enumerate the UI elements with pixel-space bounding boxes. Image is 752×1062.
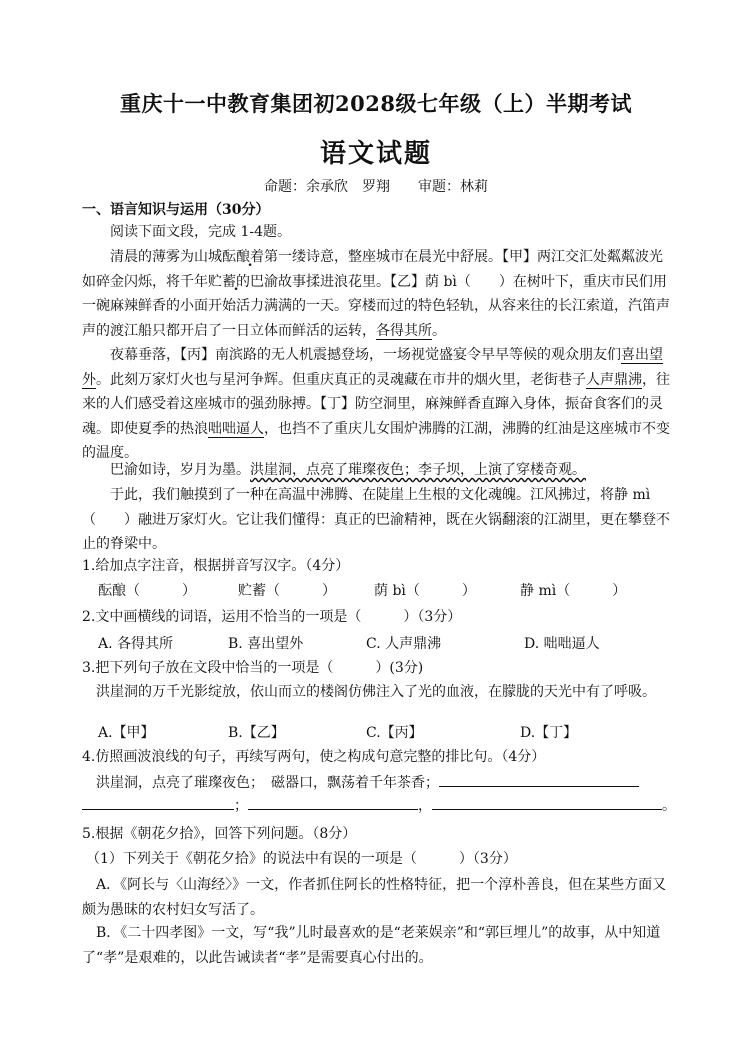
dotted-word: 贮蓄 (208, 273, 236, 290)
q2-option-d: D. 咄咄逼人 (524, 636, 600, 652)
exam-title: 重庆十一中教育集团初2028级七年级（上）半期考试 (120, 91, 632, 116)
passage-paragraph-3: 巴渝如诗，岁月为墨。洪崖洞，点亮了璀璨夜色；李子坝，上演了穿楼奇观。 (110, 462, 586, 478)
exam-authors: 命题：余承欣 罗翔 审题：林莉 (264, 179, 488, 195)
dotted-word: 酝酿 (222, 249, 250, 265)
q3-sentence: 洪崖洞的万千光影绽放，依山而立的楼阁仿佛注入了光的血液，在朦胧的天光中有了呼吸。 (96, 684, 656, 700)
q3-option-d: D.【丁】 (520, 725, 578, 741)
exam-subtitle: 语文试题 (319, 139, 432, 169)
wavy-underlined-sentence: 洪崖洞，点亮了璀璨夜色；李子坝，上演了穿楼奇观。 (250, 462, 586, 478)
q3-option-a: A.【甲】 (98, 725, 155, 741)
question-3-stem: 3.把下列句子放在文段中恰当的一项是（ ）(3分) (82, 660, 424, 676)
question-5-stem: 5.根据《朝花夕拾》，回答下列问题。（8分） (82, 826, 357, 842)
underlined-word: 喜出望外 (82, 347, 663, 388)
q3-option-b: B.【乙】 (228, 725, 285, 741)
q5-option-b: B．《二十四孝图》一文，写“我”儿时最喜欢的是“老莱娱亲”和“郭巨埋儿”的故事，从中知道了“孝”是艰难的，以此告诫读者“孝”是需要真心付出的。 (82, 925, 661, 966)
q3-option-c: C.【丙】 (366, 725, 423, 741)
q1-item-3: 荫 bì（ ） (374, 583, 476, 599)
q2-option-b: B. 喜出望外 (228, 636, 304, 652)
answer-blank[interactable] (248, 795, 418, 810)
passage-paragraph-1: 清晨的薄雾为山城酝酿着第一缕诗意，整座城市在晨光中舒展。【甲】两江交汇处粼粼波光如碎金闪烁，将千年贮蓄的巴渝故事揉进浪花里。【乙】荫 bì（ ）在树叶下，重庆市民们用一碗麻辣鲜香的小面开始活力满满的一天。穿楼而过的特色轻轨，从容来往的长江索道，汽笛声声的渡江船只都开启了一日立体而鲜活的运转，各得其所。 (82, 249, 670, 339)
q5-sub-question-1: （1）下列关于《朝花夕拾》的说法中有误的一项是（ ）（3分） (86, 851, 517, 867)
q1-item-4: 静 mì（ ） (520, 583, 627, 599)
reading-intro: 阅读下面文段，完成 1-4题。 (110, 224, 291, 240)
question-2-stem: 2.文中画横线的词语，运用不恰当的一项是（ ）（3分） (82, 609, 462, 625)
passage-paragraph-2: 夜幕垂落，【丙】南滨路的无人机震撼登场，一场视觉盛宴令早早等候的观众朋友们喜出望外。此刻万家灯火也与星河争辉。但重庆真正的灵魂藏在市井的烟火里，老街巷子人声鼎沸，往来的人们感受着这座城市的强劲脉搏。【丁】防空洞里，麻辣鲜香直蹿入身体，振奋食客们的灵魂。即使夏季的热浪咄咄逼人，也挡不了重庆儿女围炉沸腾的江湖，沸腾的红油是这座城市不变的温度。 (82, 347, 670, 461)
answer-blank[interactable] (432, 795, 662, 810)
q4-answer-line: ； ， 。 (82, 795, 676, 815)
q2-option-a: A. 各得其所 (98, 636, 174, 652)
answer-blank[interactable] (82, 795, 234, 810)
underlined-word: 人声鼎沸 (586, 371, 642, 388)
underlined-word: 咄咄逼人 (208, 420, 264, 437)
q4-example-line: 洪崖洞，点亮了璀璨夜色； 磁器口，飘荡着千年茶香； (96, 772, 639, 792)
answer-blank[interactable] (439, 772, 639, 787)
section-heading: 一、语言知识与运用（30分） (82, 202, 270, 218)
q5-option-a: A．《阿长与〈山海经〉》一文，作者抓住阿长的性格特征，把一个淳朴善良，但在某些方面又颇为愚昧的农村妇女写活了。 (82, 877, 667, 918)
question-1-stem: 1.给加点字注音，根据拼音写汉字。（4分） (82, 558, 350, 574)
q1-item-2: 贮蓄（ ） (238, 583, 336, 599)
q1-item-1: 酝酿（ ） (98, 583, 196, 599)
question-4-stem: 4.仿照画波浪线的句子，再续写两句，使之构成句意完整的排比句。（4分） (82, 749, 546, 765)
q2-option-c: C. 人声鼎沸 (366, 636, 442, 652)
underlined-word: 各得其所 (376, 322, 432, 339)
passage-paragraph-4: 于此，我们触摸到了一种在高温中沸腾、在陡崖上生根的文化魂魄。江风拂过，将静 mì（ ）融进万家灯火。它让我们懂得：真正的巴渝精神，既在火锅翻滚的江湖里，更在攀登不止的脊梁中。 (82, 487, 670, 552)
